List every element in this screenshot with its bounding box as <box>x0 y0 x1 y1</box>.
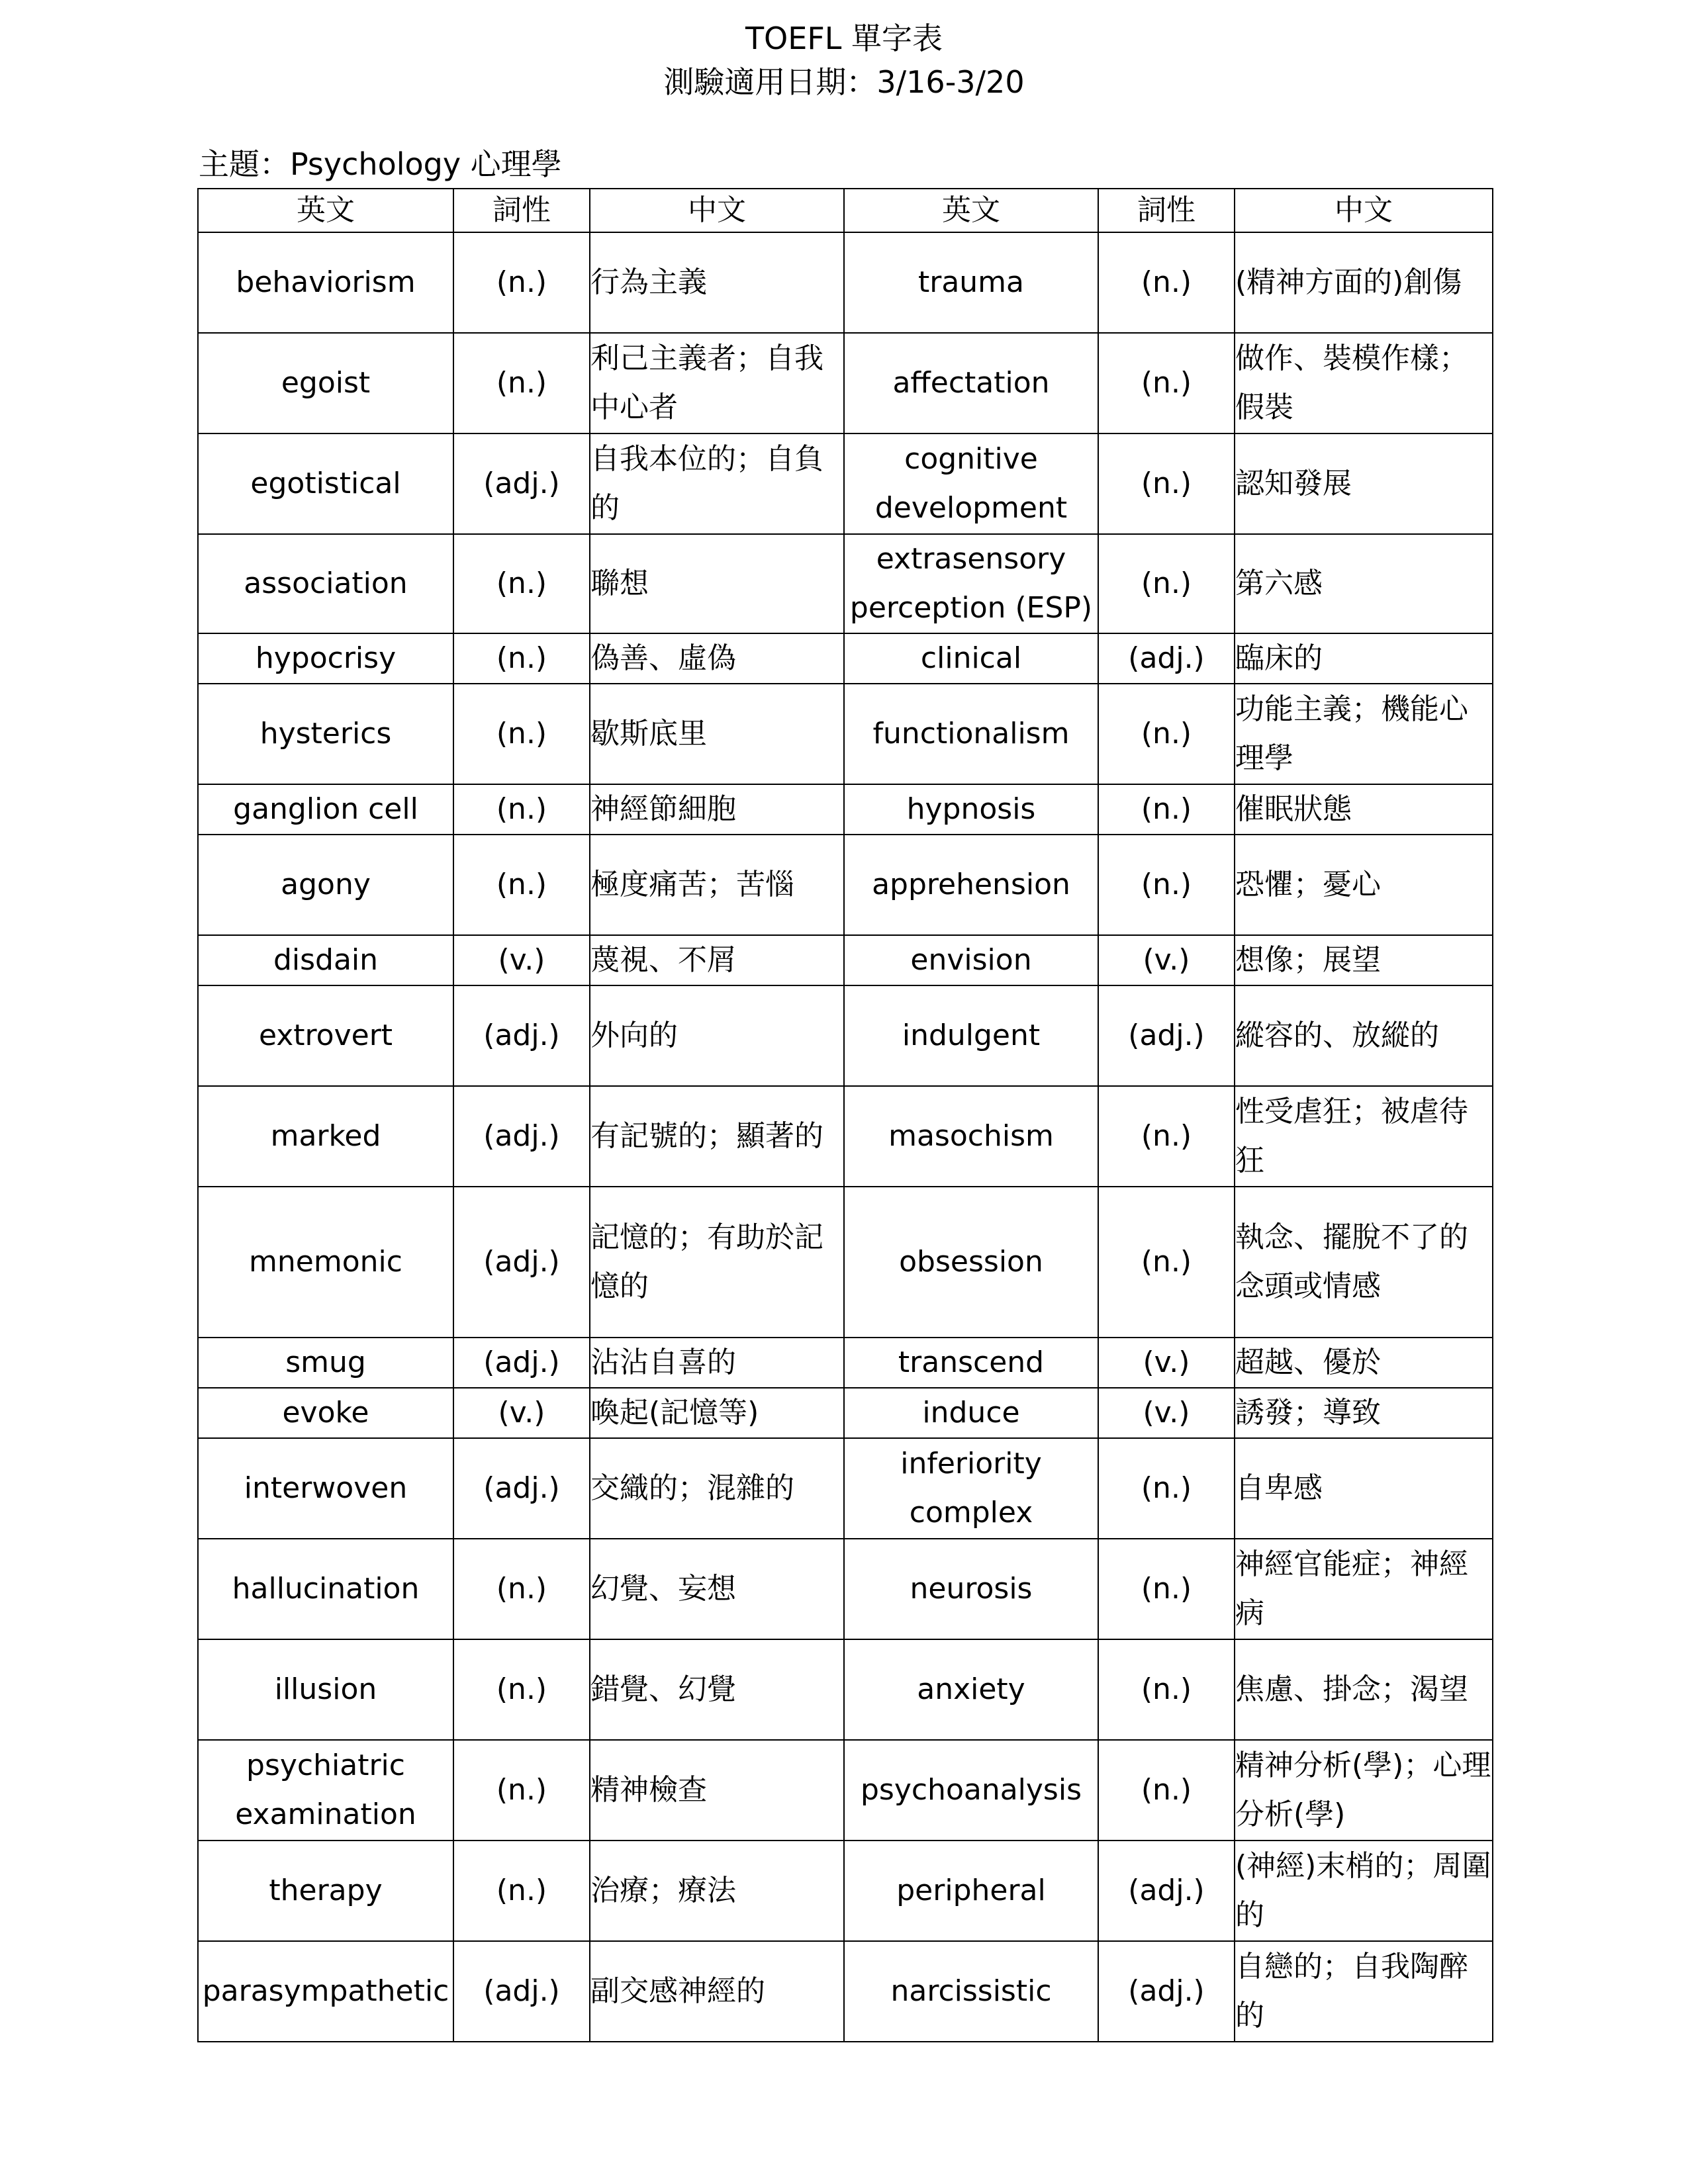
chinese-meaning: 行為主義 <box>590 232 844 333</box>
col-header-chinese: 中文 <box>1235 189 1493 232</box>
table-row <box>198 433 1493 534</box>
part-of-speech: (n.) <box>1098 333 1235 433</box>
english-term: association <box>198 534 453 633</box>
english-term: induce <box>844 1388 1098 1438</box>
table-row <box>198 1941 1493 2042</box>
chinese-meaning: 治療；療法 <box>590 1841 844 1941</box>
english-term: apprehension <box>844 835 1098 935</box>
chinese-meaning: 催眠狀態 <box>1235 784 1493 835</box>
part-of-speech: (adj.) <box>453 1941 590 2042</box>
part-of-speech: (adj.) <box>1098 985 1235 1086</box>
part-of-speech: (n.) <box>453 684 590 784</box>
chinese-meaning: 認知發展 <box>1235 433 1493 534</box>
chinese-meaning: (神經)末梢的；周圍的 <box>1235 1841 1493 1941</box>
part-of-speech: (n.) <box>1098 1086 1235 1187</box>
chinese-meaning: 自我本位的；自負的 <box>590 433 844 534</box>
table-row <box>198 633 1493 684</box>
table-row <box>198 1639 1493 1740</box>
part-of-speech: (adj.) <box>453 1338 590 1388</box>
part-of-speech: (n.) <box>453 1841 590 1941</box>
table-row <box>198 1086 1493 1187</box>
chinese-meaning: 歇斯底里 <box>590 684 844 784</box>
part-of-speech: (n.) <box>453 835 590 935</box>
chinese-meaning: 恐懼；憂心 <box>1235 835 1493 935</box>
english-term: transcend <box>844 1338 1098 1388</box>
part-of-speech: (n.) <box>1098 835 1235 935</box>
part-of-speech: (adj.) <box>453 433 590 534</box>
table-row <box>198 784 1493 835</box>
chinese-meaning: (精神方面的)創傷 <box>1235 232 1493 333</box>
chinese-meaning: 精神分析(學)；心理分析(學) <box>1235 1740 1493 1841</box>
table-row <box>198 1388 1493 1438</box>
chinese-meaning: 聯想 <box>590 534 844 633</box>
part-of-speech: (adj.) <box>453 1438 590 1539</box>
part-of-speech: (n.) <box>453 1639 590 1740</box>
col-header-chinese: 中文 <box>590 189 844 232</box>
english-term: hypocrisy <box>198 633 453 684</box>
vocabulary-table <box>197 188 1493 2042</box>
table-row <box>198 333 1493 433</box>
chinese-meaning: 縱容的、放縱的 <box>1235 985 1493 1086</box>
part-of-speech: (n.) <box>1098 1187 1235 1338</box>
table-row <box>198 1740 1493 1841</box>
table-row <box>198 1539 1493 1639</box>
chinese-meaning: 做作、裝模作樣；假裝 <box>1235 333 1493 433</box>
topic-heading: 主題：Psychology 心理學 <box>199 146 562 182</box>
english-term: disdain <box>198 935 453 985</box>
col-header-english: 英文 <box>844 189 1098 232</box>
table-row <box>198 232 1493 333</box>
english-term: psychoanalysis <box>844 1740 1098 1841</box>
chinese-meaning: 記憶的；有助於記憶的 <box>590 1187 844 1338</box>
part-of-speech: (adj.) <box>1098 633 1235 684</box>
english-term: therapy <box>198 1841 453 1941</box>
part-of-speech: (n.) <box>453 1740 590 1841</box>
part-of-speech: (n.) <box>1098 232 1235 333</box>
english-term: agony <box>198 835 453 935</box>
part-of-speech: (n.) <box>453 534 590 633</box>
english-term: trauma <box>844 232 1098 333</box>
part-of-speech: (n.) <box>1098 1438 1235 1539</box>
english-term: envision <box>844 935 1098 985</box>
english-term: hypnosis <box>844 784 1098 835</box>
english-term: hysterics <box>198 684 453 784</box>
english-term: affectation <box>844 333 1098 433</box>
english-term: mnemonic <box>198 1187 453 1338</box>
part-of-speech: (n.) <box>1098 433 1235 534</box>
table-row <box>198 835 1493 935</box>
english-term: evoke <box>198 1388 453 1438</box>
col-header-pos: 詞性 <box>1098 189 1235 232</box>
english-term: smug <box>198 1338 453 1388</box>
english-term: functionalism <box>844 684 1098 784</box>
chinese-meaning: 執念、擺脫不了的念頭或情感 <box>1235 1187 1493 1338</box>
english-term: clinical <box>844 633 1098 684</box>
chinese-meaning: 焦慮、掛念；渴望 <box>1235 1639 1493 1740</box>
part-of-speech: (n.) <box>1098 784 1235 835</box>
chinese-meaning: 誘發；導致 <box>1235 1388 1493 1438</box>
chinese-meaning: 外向的 <box>590 985 844 1086</box>
english-term: interwoven <box>198 1438 453 1539</box>
chinese-meaning: 想像；展望 <box>1235 935 1493 985</box>
part-of-speech: (n.) <box>1098 534 1235 633</box>
chinese-meaning: 交織的；混雜的 <box>590 1438 844 1539</box>
chinese-meaning: 利己主義者；自我中心者 <box>590 333 844 433</box>
english-term: hallucination <box>198 1539 453 1639</box>
part-of-speech: (v.) <box>453 935 590 985</box>
english-term: anxiety <box>844 1639 1098 1740</box>
part-of-speech: (n.) <box>1098 1539 1235 1639</box>
chinese-meaning: 神經節細胞 <box>590 784 844 835</box>
document-title: TOEFL 單字表 <box>745 21 943 56</box>
english-term: cognitive development <box>844 433 1098 534</box>
part-of-speech: (adj.) <box>453 1086 590 1187</box>
chinese-meaning: 偽善、虛偽 <box>590 633 844 684</box>
chinese-meaning: 有記號的；顯著的 <box>590 1086 844 1187</box>
chinese-meaning: 幻覺、妄想 <box>590 1539 844 1639</box>
english-term: neurosis <box>844 1539 1098 1639</box>
chinese-meaning: 喚起(記憶等) <box>590 1388 844 1438</box>
part-of-speech: (adj.) <box>453 1187 590 1338</box>
part-of-speech: (n.) <box>1098 1639 1235 1740</box>
table-row <box>198 534 1493 633</box>
table-row <box>198 1187 1493 1338</box>
part-of-speech: (n.) <box>453 333 590 433</box>
col-header-pos: 詞性 <box>453 189 590 232</box>
header-row <box>198 189 1493 232</box>
table-row <box>198 1841 1493 1941</box>
chinese-meaning: 極度痛苦；苦惱 <box>590 835 844 935</box>
english-term: egoist <box>198 333 453 433</box>
english-term: indulgent <box>844 985 1098 1086</box>
english-term: inferiority complex <box>844 1438 1098 1539</box>
chinese-meaning: 自戀的；自我陶醉的 <box>1235 1941 1493 2042</box>
chinese-meaning: 第六感 <box>1235 534 1493 633</box>
date-range: 測驗適用日期：3/16-3/20 <box>663 64 1025 100</box>
part-of-speech: (n.) <box>1098 1740 1235 1841</box>
english-term: psychiatric examination <box>198 1740 453 1841</box>
english-term: extrovert <box>198 985 453 1086</box>
part-of-speech: (adj.) <box>1098 1941 1235 2042</box>
part-of-speech: (v.) <box>1098 1388 1235 1438</box>
chinese-meaning: 性受虐狂；被虐待狂 <box>1235 1086 1493 1187</box>
table-row <box>198 1338 1493 1388</box>
part-of-speech: (adj.) <box>453 985 590 1086</box>
chinese-meaning: 錯覺、幻覺 <box>590 1639 844 1740</box>
english-term: marked <box>198 1086 453 1187</box>
col-header-english: 英文 <box>198 189 453 232</box>
chinese-meaning: 自卑感 <box>1235 1438 1493 1539</box>
table-row <box>198 1438 1493 1539</box>
chinese-meaning: 精神檢查 <box>590 1740 844 1841</box>
chinese-meaning: 蔑視、不屑 <box>590 935 844 985</box>
english-term: obsession <box>844 1187 1098 1338</box>
english-term: behaviorism <box>198 232 453 333</box>
part-of-speech: (v.) <box>453 1388 590 1438</box>
part-of-speech: (adj.) <box>1098 1841 1235 1941</box>
english-term: masochism <box>844 1086 1098 1187</box>
english-term: parasympathetic <box>198 1941 453 2042</box>
english-term: narcissistic <box>844 1941 1098 2042</box>
part-of-speech: (n.) <box>453 784 590 835</box>
chinese-meaning: 超越、優於 <box>1235 1338 1493 1388</box>
chinese-meaning: 沾沾自喜的 <box>590 1338 844 1388</box>
part-of-speech: (n.) <box>1098 684 1235 784</box>
english-term: egotistical <box>198 433 453 534</box>
chinese-meaning: 神經官能症；神經病 <box>1235 1539 1493 1639</box>
chinese-meaning: 功能主義；機能心理學 <box>1235 684 1493 784</box>
english-term: illusion <box>198 1639 453 1740</box>
english-term: extrasensory perception (ESP) <box>844 534 1098 633</box>
part-of-speech: (n.) <box>453 232 590 333</box>
english-term: peripheral <box>844 1841 1098 1941</box>
part-of-speech: (n.) <box>453 1539 590 1639</box>
table-row <box>198 684 1493 784</box>
table-row <box>198 985 1493 1086</box>
english-term: ganglion cell <box>198 784 453 835</box>
chinese-meaning: 臨床的 <box>1235 633 1493 684</box>
part-of-speech: (v.) <box>1098 935 1235 985</box>
part-of-speech: (n.) <box>453 633 590 684</box>
chinese-meaning: 副交感神經的 <box>590 1941 844 2042</box>
table-row <box>198 935 1493 985</box>
part-of-speech: (v.) <box>1098 1338 1235 1388</box>
